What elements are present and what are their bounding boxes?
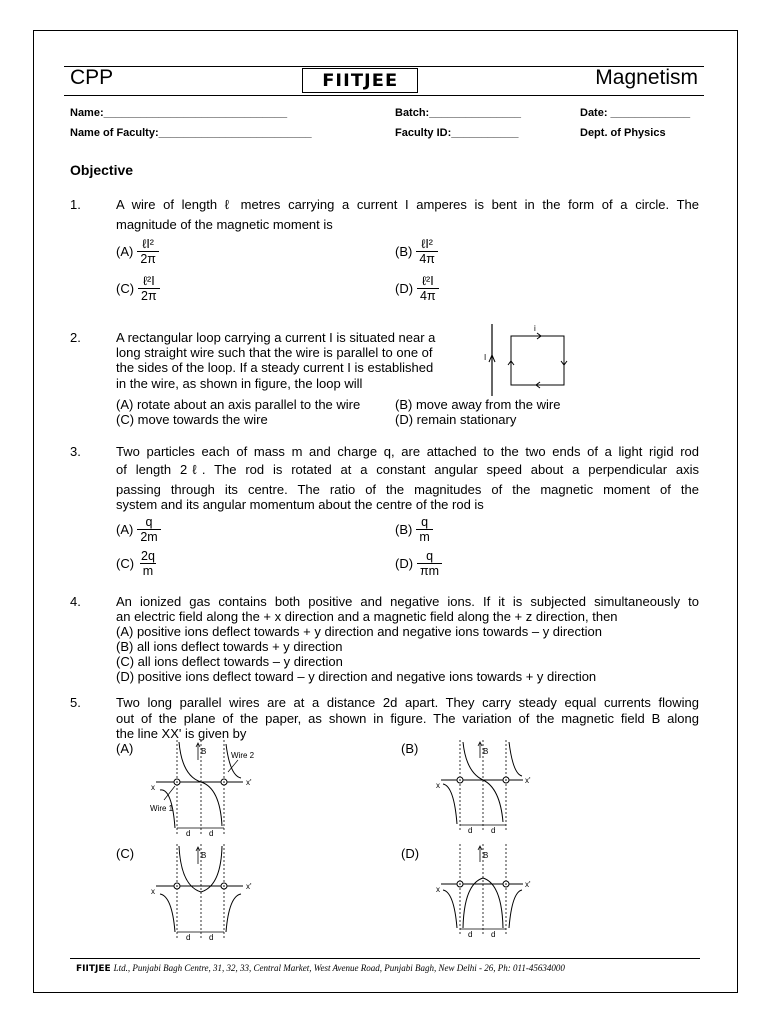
rectangular-loop [511,336,564,385]
q5-graph-a [148,738,268,838]
option-fraction [416,237,438,266]
q4-line-2: an electric field along the + x direction and a magnetic field along the + z direction, then [116,609,618,624]
field-curve-left [443,890,457,928]
xp-label: x' [246,882,252,891]
header-bottom-rule [64,95,704,96]
q5-line-2: out of the plane of the paper, as shown in figure. The variation of the magnetic field B along [116,711,699,726]
footer-logo: FIITJEE [76,964,111,974]
q3-line-3: passing through its centre. The ratio of the magnitudes of the magnetic moment of the [116,482,699,497]
denominator: 2π [137,251,159,266]
section-heading: Objective [70,162,134,178]
q2-line-2: long straight wire such that the wire is parallel to one of [116,345,433,360]
q5-graph-d [433,842,543,938]
option-label: (C) [116,556,135,571]
q2-line-1: A rectangular loop carrying a current I is situated near a [116,330,436,345]
b-label: B [201,851,207,860]
field-curve-left [443,784,457,824]
q4-option-d[interactable]: (D) positive ions deflect toward – y direction and negative ions towards + y direction [116,669,597,684]
xp-label: x' [525,776,531,785]
q1-option-a[interactable] [116,237,159,266]
q3-option-b[interactable] [395,515,433,544]
q2-option-c[interactable]: (C) move towards the wire [116,412,268,427]
q3-number: 3. [70,444,81,459]
q5-number: 5. [70,695,81,710]
footer-address: Ltd., Punjabi Bagh Centre, 31, 32, 33, Central Market, West Avenue Road, Punjabi Bagh, New Delhi - 26, Ph: 011-45634000 [113,963,565,973]
q3-line-2: of length 2ℓ. The rod is rotated at a constant angular speed about a perpendicular axis [116,462,699,477]
q1-line-1: A wire of length ℓ metres carrying a current I amperes is bent in the form of a circle. The [116,197,699,212]
q5-graph-c [148,842,268,942]
dept-label: Dept. of Physics [580,127,666,139]
faculty-id-field[interactable]: Faculty ID:___________ [395,127,519,139]
q5-option-b-label[interactable]: (B) [401,741,419,756]
q2-option-d[interactable]: (D) remain stationary [395,412,517,427]
wire2-label: Wire 2 [231,751,255,760]
d-label-2: d [209,829,214,838]
field-curve-left [160,894,175,932]
name-field[interactable]: Name:______________________________ [70,107,288,119]
q4-line-1: An ionized gas contains both positive and negative ions. If it is subjected simultaneously to [116,594,699,609]
q5-option-d-label[interactable]: (D) [401,846,420,861]
option-fraction [137,237,159,266]
b-label: B [201,747,207,756]
q2-number: 2. [70,330,81,345]
d-label-1: d [186,933,191,942]
denominator: 4π [416,251,438,266]
x-label: x [151,783,155,792]
footer [76,963,565,974]
xp-label: x' [246,778,252,787]
option-fraction [416,515,432,544]
option-label: (A) [116,522,134,537]
q3-option-a[interactable] [116,515,161,544]
numerator: ℓ²I [421,274,434,288]
q4-option-c[interactable]: (C) all ions deflect towards – y direction [116,654,343,669]
numerator: ℓI² [421,237,433,251]
option-fraction [138,274,160,303]
q2-option-a[interactable]: (A) rotate about an axis parallel to the wire [116,397,361,412]
q3-line-1: Two particles each of mass m and charge q, are attached to the two ends of a light rigid rod [116,444,699,459]
q5-option-c-label[interactable]: (C) [116,846,135,861]
option-label: (D) [395,281,414,296]
d-label-2: d [491,826,496,834]
q5-line-3: the line XX' is given by [116,726,247,741]
option-label: (B) [395,244,413,259]
date-field[interactable]: Date: _____________ [580,107,691,119]
numerator: ℓI² [142,237,154,251]
denominator: πm [417,563,442,578]
q2-option-b[interactable]: (B) move away from the wire [395,397,561,412]
faculty-name-field[interactable]: Name of Faculty:_________________________ [70,127,312,139]
q1-line-2: magnitude of the magnetic moment is [116,217,333,232]
option-fraction [417,549,442,578]
q4-number: 4. [70,594,81,609]
d-label-1: d [186,829,191,838]
q1-option-b[interactable] [395,237,438,266]
q4-option-b[interactable]: (B) all ions deflect towards + y direction [116,639,343,654]
option-label: (D) [395,556,414,571]
q2-loop-figure [480,322,580,398]
q3-option-c[interactable] [116,549,158,578]
option-label: (C) [116,281,135,296]
q2-line-4: in the wire, as shown in figure, the loop will [116,376,363,391]
option-fraction [138,549,158,578]
option-label: (B) [395,522,413,537]
batch-field[interactable]: Batch:_______________ [395,107,521,119]
logo-text: FIITJEE [321,70,399,91]
wire-current-label: I [484,353,487,362]
q1-option-d[interactable] [395,274,439,303]
numerator: q [421,515,429,529]
d-label-2: d [491,930,496,938]
footer-rule [70,958,700,959]
q5-graph-b [433,738,543,834]
q2-line-3: the sides of the loop. If a steady current I is established [116,360,434,375]
fiitjee-logo [302,68,418,93]
xp-label: x' [525,880,531,889]
q3-option-d[interactable] [395,549,442,578]
numerator: 2q [141,549,155,563]
d-label-2: d [209,933,214,942]
option-label: (A) [116,244,134,259]
field-curve-right [509,742,522,776]
b-label: B [483,747,489,756]
numerator: ℓ²I [142,274,155,288]
field-curve-right [226,744,241,778]
q3-line-4: system and its angular momentum about the centre of the rod is [116,497,484,512]
x-label: x [151,887,155,896]
denominator: 2m [137,529,160,544]
q5-option-a-label[interactable]: (A) [116,741,134,756]
numerator: q [426,549,434,563]
x-label: x [436,885,440,894]
denominator: m [416,529,432,544]
denominator: 2π [138,288,160,303]
option-fraction [417,274,439,303]
d-label-1: d [468,826,473,834]
x-label: x [436,781,440,790]
q1-option-c[interactable] [116,274,160,303]
option-fraction [137,515,160,544]
field-curve-right [509,890,522,928]
q1-number: 1. [70,197,81,212]
header-subject: Magnetism [595,66,698,89]
field-curve-right [226,894,241,932]
loop-current-label: i [534,324,536,333]
wire1-label: Wire 1 [150,804,174,813]
d-label-1: d [468,930,473,938]
denominator: 4π [417,288,439,303]
numerator: q [145,515,153,529]
header-cpp: CPP [70,66,114,89]
q5-line-1: Two long parallel wires are at a distance 2d apart. They carry steady equal currents flowing [116,695,699,710]
denominator: m [140,563,156,578]
q4-option-a[interactable]: (A) positive ions deflect towards + y direction and negative ions towards – y direction [116,624,602,639]
b-label: B [483,851,489,860]
